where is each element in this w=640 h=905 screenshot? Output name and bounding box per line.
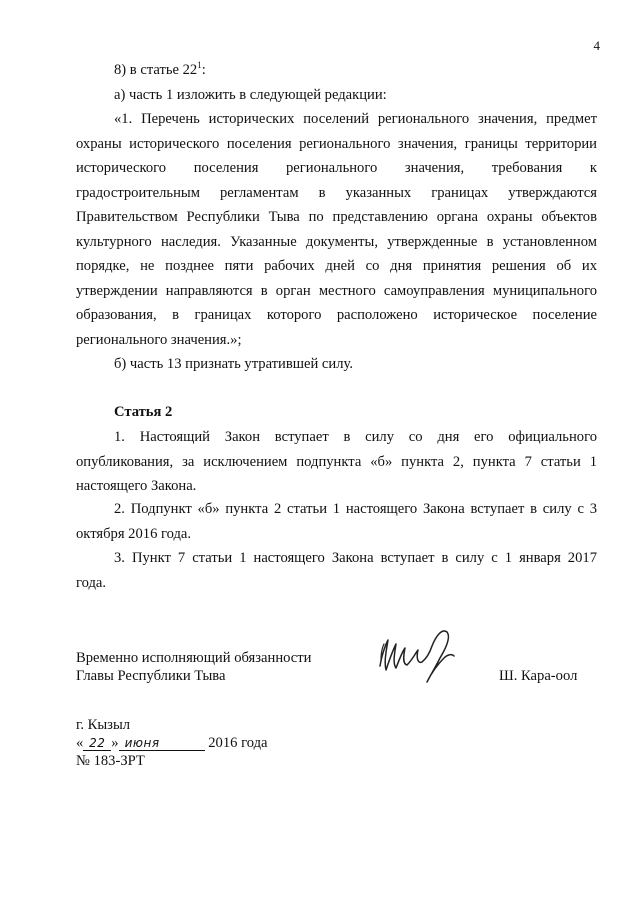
quote-line: Правительством Республики Тыва по представлению органа охраны объектов (76, 209, 597, 225)
paragraph-line: октября 2016 года. (76, 525, 192, 542)
signatory-title (76, 649, 311, 685)
item-8-heading (114, 58, 206, 83)
quote-line: исторического поселения регионального значения, требования к (76, 160, 597, 176)
signatory-title-line-2: Главы Республики Тыва (76, 668, 226, 684)
city: г. Кызыл (76, 717, 131, 733)
date-day: 22 (83, 736, 111, 751)
quote-line: градостроительным регламентам в указанных границах утверждаются (76, 184, 597, 201)
item-8-superscript: 1 (197, 60, 202, 70)
item-8-colon: : (201, 62, 206, 78)
quote-line: культурного наследия. Указанные документы, утвержденные в установленном (76, 233, 597, 250)
date-open-quote: « (76, 735, 84, 751)
date-year: 2016 года (208, 735, 268, 751)
paragraph-line: 3. Пункт 7 статьи 1 настоящего Закона вступает в силу с 1 января 2017 (114, 550, 597, 566)
paragraph-line: настоящего Закона. (76, 478, 197, 494)
signing-date (76, 734, 268, 752)
paragraph-line: 1. Настоящий Закон вступает в силу со дня его официального (114, 429, 597, 445)
paragraph-line: 2. Подпункт «б» пункта 2 статьи 1 настоящего Закона вступает в силу с 3 (114, 501, 597, 517)
signatory-title-line-1: Временно исполняющий обязанности (76, 650, 312, 666)
article-2-paragraph-2 (76, 497, 597, 546)
sub-item-a: а) часть 1 изложить в следующей редакции: (114, 87, 387, 103)
handwritten-signature (372, 618, 462, 688)
quote-line: порядке, не позднее пяти рабочих дней со дня принятия решения об их (76, 258, 597, 274)
quoted-text-block (76, 107, 597, 352)
article-2-paragraph-1 (76, 425, 597, 499)
sub-item-b: б) часть 13 признать утратившей силу. (114, 356, 353, 372)
paragraph-line: года. (76, 574, 107, 591)
paragraph-line: опубликования, за исключением подпункта «б» пункта 2, пункта 7 статьи 1 (76, 453, 597, 470)
signatory-name: Ш. Кара-оол (499, 668, 578, 684)
law-number: № 183-ЗРТ (76, 753, 145, 769)
article-2-heading: Статья 2 (114, 404, 173, 420)
item-8-text: 8) в статье 22 (114, 62, 198, 78)
article-2-paragraph-3 (76, 546, 597, 595)
date-month: июня (119, 736, 205, 751)
date-close-quote: » (111, 735, 119, 751)
quote-line: охраны исторического поселения регионального значения, границы территории (76, 135, 597, 152)
quote-line: образования, в границах которого расположено историческое поселение (76, 307, 597, 323)
quote-line: «1. Перечень исторических поселений регионального значения, предмет (114, 111, 597, 127)
quote-line: регионального значения.»; (76, 331, 242, 348)
page-number: 4 (593, 38, 600, 53)
quote-line: утверждении направляются в орган местного самоуправления муниципального (76, 282, 597, 299)
